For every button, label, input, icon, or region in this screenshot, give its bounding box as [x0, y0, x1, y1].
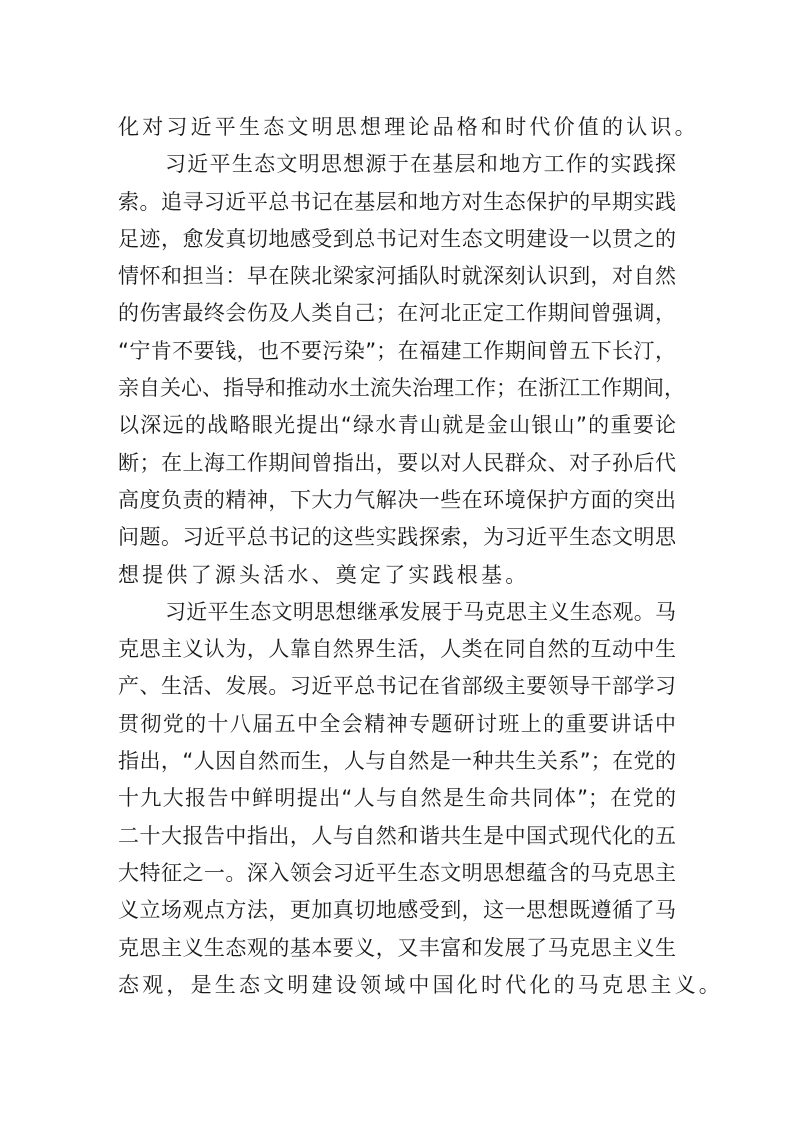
text-line: 索。追寻习近平总书记在基层和地方对生态保护的早期实践	[118, 189, 676, 214]
text-line: 二十大报告中指出，人与自然和谐共生是中国式现代化的五	[118, 823, 676, 848]
paragraph	[118, 109, 699, 146]
text-line: 态观，是生态文明建设领域中国化时代化的马克思主义。	[118, 972, 723, 997]
text-line: “宁肯不要钱，也不要污染”；在福建工作期间曾五下长汀，	[118, 338, 676, 363]
text-line: 习近平生态文明思想继承发展于马克思主义生态观。马	[165, 599, 676, 624]
text-line: 以深远的战略眼光提出“绿水青山就是金山银山”的重要论	[118, 413, 676, 438]
document-page	[118, 109, 723, 1004]
text-line: 指出，“人因自然而生，人与自然是一种共生关系”；在党的	[118, 749, 676, 774]
text-line: 足迹，愈发真切地感受到总书记对生态文明建设一以贯之的	[118, 226, 676, 251]
paragraph	[118, 146, 685, 594]
text-line: 断；在上海工作期间曾指出，要以对人民群众、对子孙后代	[118, 450, 676, 475]
text-line: 高度负责的精神，下大力气解决一些在环境保护方面的突出	[118, 487, 676, 512]
text-line: 亲自关心、指导和推动水土流失治理工作；在浙江工作期间，	[118, 376, 685, 401]
text-line: 想提供了源头活水、奠定了实践根基。	[118, 562, 530, 587]
text-line: 问题。习近平总书记的这些实践探索，为习近平生态文明思	[118, 525, 676, 550]
text-line: 贯彻党的十八届五中全会精神专题研讨班上的重要讲话中	[118, 711, 676, 736]
text-line: 情怀和担当：早在陕北梁家河插队时就深刻认识到，对自然	[118, 264, 676, 289]
text-line: 克思主义生态观的基本要义，又丰富和发展了马克思主义生	[118, 935, 676, 960]
text-line: 义立场观点方法，更加真切地感受到，这一思想既遵循了马	[118, 898, 676, 923]
text-line: 克思主义认为，人靠自然界生活，人类在同自然的互动中生	[118, 637, 676, 662]
text-line: 产、生活、发展。习近平总书记在省部级主要领导干部学习	[118, 674, 676, 699]
text-line: 的伤害最终会伤及人类自己；在河北正定工作期间曾强调，	[118, 301, 676, 326]
paragraph	[118, 594, 723, 1004]
text-line: 大特征之一。深入领会习近平生态文明思想蕴含的马克思主	[118, 860, 676, 885]
text-line: 十九大报告中鲜明提出“人与自然是生命共同体”；在党的	[118, 786, 676, 811]
text-line: 化对习近平生态文明思想理论品格和时代价值的认识。	[118, 115, 699, 139]
text-line: 习近平生态文明思想源于在基层和地方工作的实践探	[165, 152, 676, 177]
